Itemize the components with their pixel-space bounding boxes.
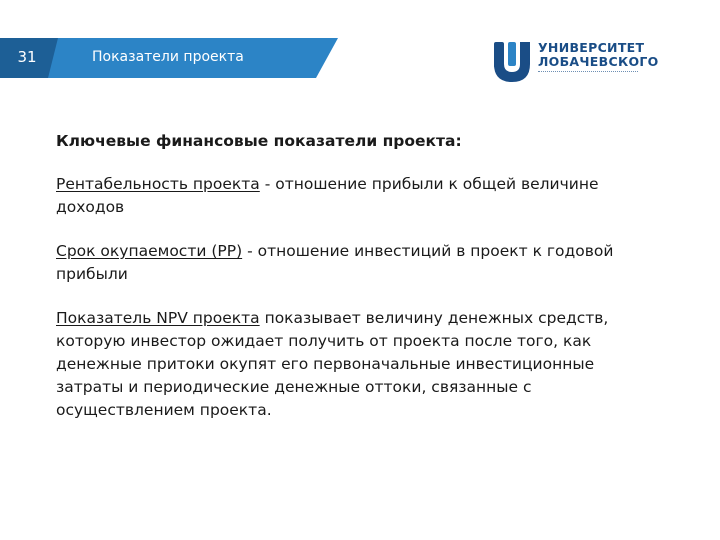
logo-line-1: УНИВЕРСИТЕТ (538, 40, 645, 55)
indicator-term: Показатель NPV проекта (56, 309, 260, 327)
indicator-description: - отношение прибыли к общей величине доходов (56, 175, 599, 216)
indicator-item-npv (56, 307, 656, 422)
slide-content (56, 130, 656, 443)
slide-number: 31 (17, 48, 37, 66)
content-heading: Ключевые финансовые показатели проекта: (56, 132, 462, 150)
logo-name (538, 41, 659, 69)
indicator-description: - отношение инвестиций в проект к годовой прибыли (56, 242, 614, 283)
indicator-item-profitability (56, 173, 656, 219)
university-logo (492, 38, 659, 84)
indicator-term: Рентабельность проекта (56, 175, 260, 193)
indicator-item-payback (56, 240, 656, 286)
logo-tagline (538, 71, 638, 74)
indicator-term: Срок окупаемости (PP) (56, 242, 243, 260)
unn-u-logo-icon (492, 38, 536, 84)
slide-title: Показатели проекта (92, 49, 244, 65)
indicator-description: показывает величину денежных средств, которую инвестор ожидает получить от проекта после того, как денежные притоки окупят его первоначальные инвестиционные затраты и периодические денежные оттоки, связанные с осуществлением проекта. (56, 309, 609, 419)
logo-line-2: ЛОБАЧЕВСКОГО (538, 54, 659, 69)
